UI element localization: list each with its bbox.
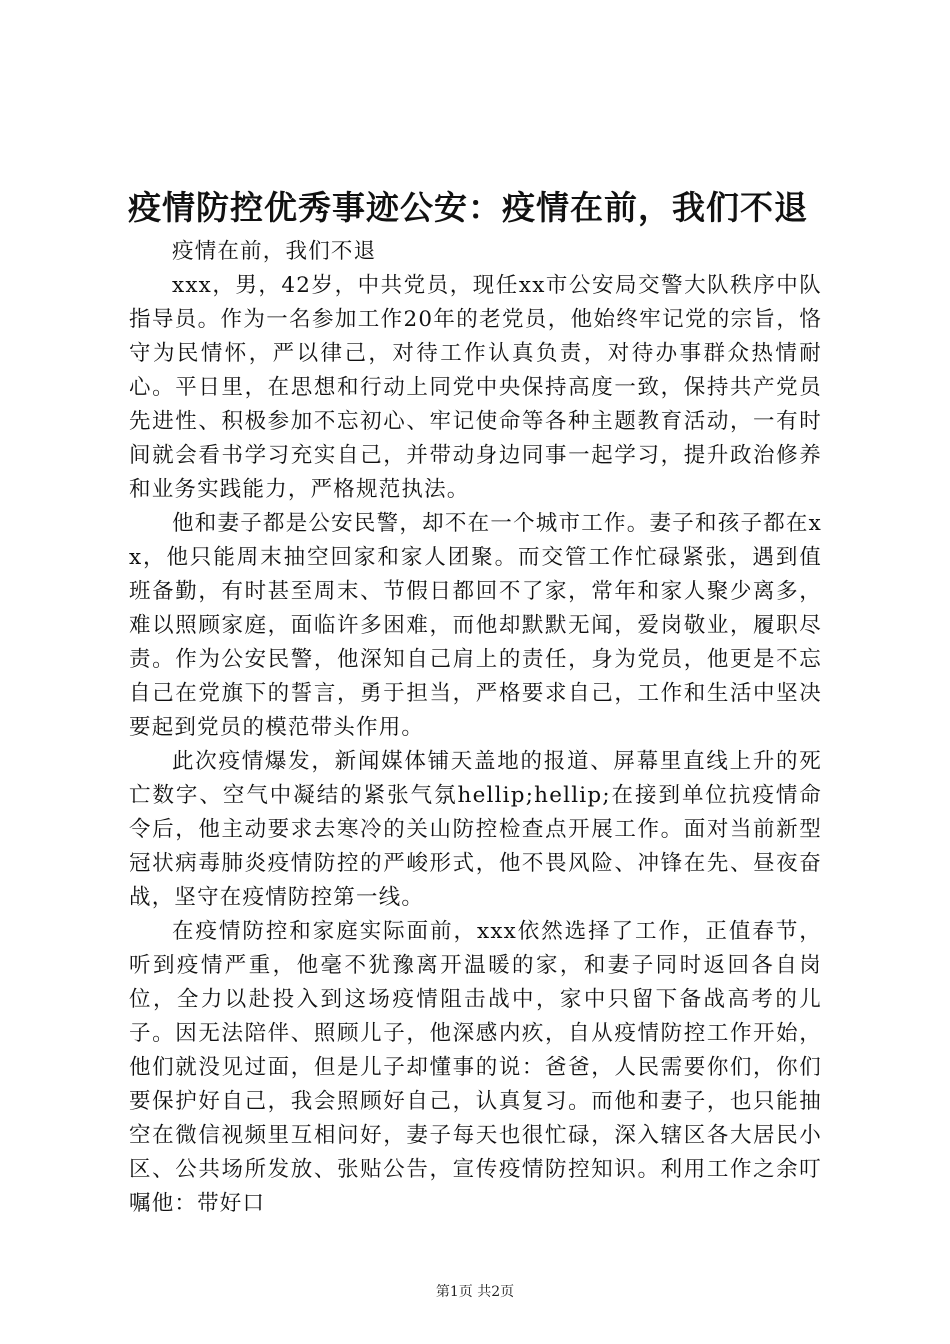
body-paragraph: 在疫情防控和家庭实际面前，xxx依然选择了工作，正值春节，听到疫情严重，他毫不犹豫离开温暖的家，和妻子同时返回各自岗位，全力以赴投入到这场疫情阻击战中，家中只留下备战高考的儿子。因无法陪伴、照顾儿子，他深感内疚，自从疫情防控工作开始，他们就没见过面，但是儿子却懂事的说：爸爸，人民需要你们，你们要保护好自己，我会照顾好自己，认真复习。而他和妻子，也只能抽空在微信视频里互相问好，妻子每天也很忙碌，深入辖区各大居民小区、公共场所发放、张贴公告，宣传疫情防控知识。利用工作之余叮嘱他：带好口 [129, 919, 822, 1216]
body-paragraph: 他和妻子都是公安民警，却不在一个城市工作。妻子和孩子都在xx，他只能周末抽空回家和家人团聚。而交管工作忙碌紧张，遇到值班备勤，有时甚至周末、节假日都回不了家，常年和家人聚少离多，难以照顾家庭，面临许多困难，而他却默默无闻，爱岗敬业，履职尽责。作为公安民警，他深知自己肩上的责任，身为党员，他更是不忘自己在党旗下的誓言，勇于担当，严格要求自己，工作和生活中坚决要起到党员的模范带头作用。 [129, 511, 822, 740]
body-paragraph: xxx，男，42岁，中共党员，现任xx市公安局交警大队秩序中队指导员。作为一名参加工作20年的老党员，他始终牢记党的宗旨，恪守为民情怀，严以律己，对待工作认真负责，对待办事群众热情耐心。平日里，在思想和行动上同党中央保持高度一致，保持共产党员先进性、积极参加不忘初心、牢记使命等各种主题教育活动，一有时间就会看书学习充实自己，并带动身边同事一起学习，提升政治修养和业务实践能力，严格规范执法。 [129, 273, 822, 502]
subtitle-paragraph: 疫情在前，我们不退 [172, 239, 377, 264]
document-body [129, 235, 822, 1221]
document-title: 疫情防控优秀事迹公安：疫情在前，我们不退 [128, 188, 808, 227]
page-number-footer: 第1页 共2页 [435, 1284, 515, 1300]
body-paragraph: 此次疫情爆发，新闻媒体铺天盖地的报道、屏幕里直线上升的死亡数字、空气中凝结的紧张气氛hellip;hellip;在接到单位抗疫情命令后，他主动要求去寒冷的关山防控检查点开展工作。面对当前新型冠状病毒肺炎疫情防控的严峻形式，他不畏风险、冲锋在先、昼夜奋战，坚守在疫情防控第一线。 [129, 749, 822, 910]
